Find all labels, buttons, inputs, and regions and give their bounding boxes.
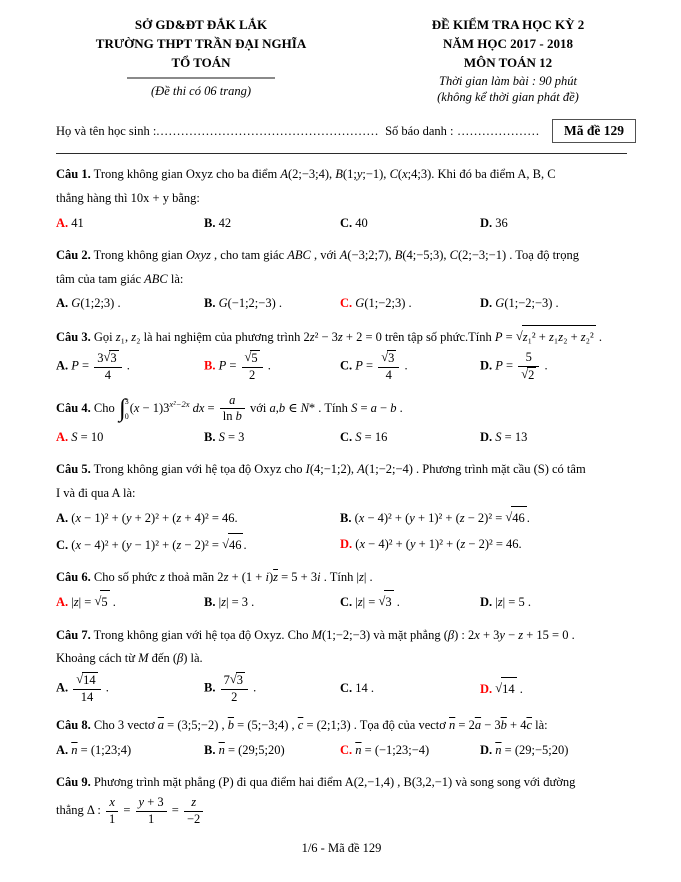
question-label: Câu 8. [56, 718, 91, 733]
option-C: C. G(1;−2;3) . [340, 296, 412, 311]
question-5 [56, 458, 627, 557]
option-B: B. $\overline{n}$ = (29;5;20) [204, 743, 285, 758]
option-B: B. $\frac{7√3}{2}$ . [204, 672, 257, 704]
option-key: B. [204, 215, 216, 230]
option-key: C. [340, 358, 353, 373]
option-key: B. [204, 296, 216, 311]
option-B: B. G(−1;2;−3) . [204, 296, 282, 311]
question-8 [56, 714, 627, 762]
school-name: TRƯỜNG THPT TRẦN ĐẠI NGHĨA [95, 35, 307, 51]
question-label: Câu 6. [56, 569, 91, 584]
question-7 [56, 624, 627, 706]
option-key: A. [56, 743, 69, 758]
question-label: Câu 3. [56, 329, 91, 344]
student-id-blank: .................... [457, 123, 540, 138]
option-D: D. 36 [480, 215, 508, 230]
option-C: C. 14 . [340, 681, 375, 696]
options-row [56, 739, 627, 762]
question-label: Câu 9. [56, 775, 91, 790]
option-key: D. [480, 743, 493, 758]
options-row [56, 672, 627, 705]
options-row [56, 506, 627, 556]
option-key: B. [204, 358, 216, 373]
option-key: C. [56, 537, 69, 552]
option-key: C. [340, 681, 353, 696]
time-note: Thời gian làm bài : 90 phút [439, 73, 577, 88]
options-row [56, 350, 627, 383]
question-stem: Câu 8. Cho 3 vectơ $\overline{a}$ = (3;5;−2) , $\overline{b}$ = (5;−3;4) , $\overline{c}$ = (2;1;3) . Tọa độ của vectơ $\overline{n} = 2\overline{a} - 3\overline{b} + 4\overline{c}$ là: [56, 718, 548, 733]
question-stem: Câu 7. Trong không gian với hệ tọa độ Oxyz. Cho M(1;−2;−3) và mặt phẳng (β) : 2x + 3y − z + 15 = 0 . Khoảng cách từ M đến (β) là. [56, 627, 575, 666]
question-label: Câu 5. [56, 461, 91, 476]
question-label: Câu 4. [56, 400, 91, 415]
header-left-rule [127, 77, 275, 79]
option-key: D. [480, 296, 493, 311]
option-A: A. G(1;2;3) . [56, 296, 121, 311]
school-year: NĂM HỌC 2017 - 2018 [443, 35, 573, 51]
option-A: A. |z| = √5 . [56, 590, 204, 614]
time-note-2: (không kể thời gian phát đề) [437, 90, 579, 105]
options-row [56, 590, 627, 614]
student-info-line [56, 119, 627, 143]
option-key: A. [56, 510, 69, 525]
option-key: A. [56, 429, 69, 444]
question-label: Câu 2. [56, 247, 91, 262]
option-key: C. [340, 296, 353, 311]
question-9 [56, 771, 627, 827]
exam-header [56, 16, 627, 106]
question-stem: Câu 5. Trong không gian với hệ tọa độ Oxyz cho I(4;−1;2), A(1;−2;−4) . Phương trình mặt cầu (S) có tâm I và đi qua A là: [56, 461, 586, 500]
option-D: D. (x − 4)² + (y + 1)² + (z − 2)² = 46. [340, 537, 522, 552]
option-A: A. P = $\frac{3√3}{4}$ . [56, 350, 130, 382]
group-name: TỔ TOÁN [171, 54, 231, 70]
option-key: B. [204, 680, 216, 695]
department-name: SỞ GD&ĐT ĐẮK LẮK [134, 17, 268, 32]
header-left [56, 16, 346, 106]
question-3 [56, 325, 627, 384]
option-key: C. [340, 215, 353, 230]
option-key: C. [340, 743, 353, 758]
exam-title: ĐỀ KIỂM TRA HỌC KỲ 2 [431, 17, 585, 32]
option-key: B. [340, 511, 352, 526]
option-B: B. 42 [204, 215, 232, 230]
option-key: D. [340, 537, 353, 552]
option-A: A. (x − 1)² + (y + 2)² + (z + 4)² = 46. [56, 510, 238, 525]
question-6 [56, 566, 627, 615]
option-B: B. P = $\frac{√5}{2}$ . [204, 350, 271, 382]
option-D: D. |z| = 5 . [480, 594, 531, 609]
question-2 [56, 244, 627, 316]
question-stem: Câu 4. Cho ∫ 3 0 $(x - 1)3^{x^2-2x}$ dx = $\frac{a}{\text{ln b}}$ với a,b ∈ N* . Tính S = a − b . [56, 392, 403, 424]
option-A: A. 41 [56, 215, 84, 230]
student-name-label: Họ và tên học sinh : [56, 123, 157, 138]
header-right [389, 16, 627, 106]
option-C: C. |z| = √3 . [340, 590, 480, 614]
student-name-blank: ...................................................... [156, 123, 380, 138]
option-key: D. [480, 681, 493, 696]
option-B: B. |z| = 3 . [204, 594, 255, 609]
option-key: A. [56, 680, 69, 695]
option-key: D. [480, 594, 493, 609]
option-C: C. P = $\frac{√3}{4}$ . [340, 350, 408, 382]
option-key: B. [204, 594, 216, 609]
option-key: A. [56, 215, 69, 230]
question-1 [56, 163, 627, 235]
option-A: A. $\frac{√14}{14}$ . [56, 672, 109, 704]
option-D: D. $\overline{n}$ = (29;−5;20) [480, 743, 569, 758]
options-row [56, 212, 627, 235]
option-key: C. [340, 595, 353, 610]
question-stem: Câu 1. Trong không gian Oxyz cho ba điểm A(2;−3;4), B(1;y;−1), C(x;4;3). Khi đó ba điểm A, B, C thẳng hàng thì 10x + y bằng: [56, 167, 556, 206]
option-A: A. S = 10 [56, 429, 104, 444]
exam-code-box: Mã đề 129 [552, 119, 636, 143]
option-key: B. [204, 743, 216, 758]
option-A: A. $\overline{n}$ = (1;23;4) [56, 743, 132, 758]
question-label: Câu 1. [56, 167, 91, 182]
option-key: C. [340, 429, 353, 444]
option-key: A. [56, 595, 69, 610]
student-id-label: Số báo danh : [385, 123, 454, 138]
option-C: C. 40 [340, 215, 368, 230]
subject: MÔN TOÁN 12 [463, 54, 553, 70]
header-divider [56, 153, 627, 154]
question-4 [56, 393, 627, 449]
option-key: D. [480, 215, 493, 230]
option-key: B. [204, 429, 216, 444]
question-stem: Câu 3. Gọi z₁, z₂ là hai nghiệm của phương trình 2z² − 3z + 2 = 0 trên tập số phức.Tính P = √z₁² + z₁z₂ + z₂² . [56, 325, 627, 350]
question-stem: Câu 6. Cho số phức z thoả mãn $2z + (1 + i)\overline{z} = 5 + 3i$ . Tính |z| . [56, 569, 373, 584]
option-B: B. S = 3 [204, 429, 245, 444]
option-D: D. P = $\frac{5}{√2}$ . [480, 350, 548, 382]
question-stem: Câu 9. Phương trình mặt phẳng (P) đi qua điểm hai điểm A(2,−1,4) , B(3,2,−1) và song song với đường thẳng Δ : $\frac{x}{1}$ = $\frac{y + 3}{1}$ = $\frac{z}{-2}$ [56, 775, 576, 826]
question-label: Câu 7. [56, 627, 91, 642]
option-B: B. (x − 4)² + (y + 1)² + (z − 2)² = √46 . [340, 506, 627, 530]
option-C: C. S = 16 [340, 429, 388, 444]
option-C: C. $\overline{n}$ = (−1;23;−4) [340, 743, 430, 758]
option-key: A. [56, 296, 69, 311]
options-row [56, 426, 627, 449]
question-stem: Câu 2. Trong không gian Oxyz , cho tam giác ABC , với A(−3;2;7), B(4;−5;3), C(2;−3;−1) . Toạ độ trọng tâm của tam giác ABC là: [56, 247, 579, 286]
options-row [56, 292, 627, 315]
option-D: D. G(1;−2;−3) . [480, 296, 559, 311]
option-D: D. √14 . [480, 677, 627, 701]
pages-note: (Đề thi có 06 trang) [151, 83, 251, 98]
option-key: D. [480, 358, 493, 373]
option-key: A. [56, 358, 69, 373]
page-footer: 1/6 - Mã đề 129 [301, 841, 382, 856]
option-key: D. [480, 429, 493, 444]
option-C: C. (x − 4)² + (y − 1)² + (z − 2)² = √46 . [56, 533, 340, 557]
option-D: D. S = 13 [480, 429, 528, 444]
questions [56, 163, 627, 827]
